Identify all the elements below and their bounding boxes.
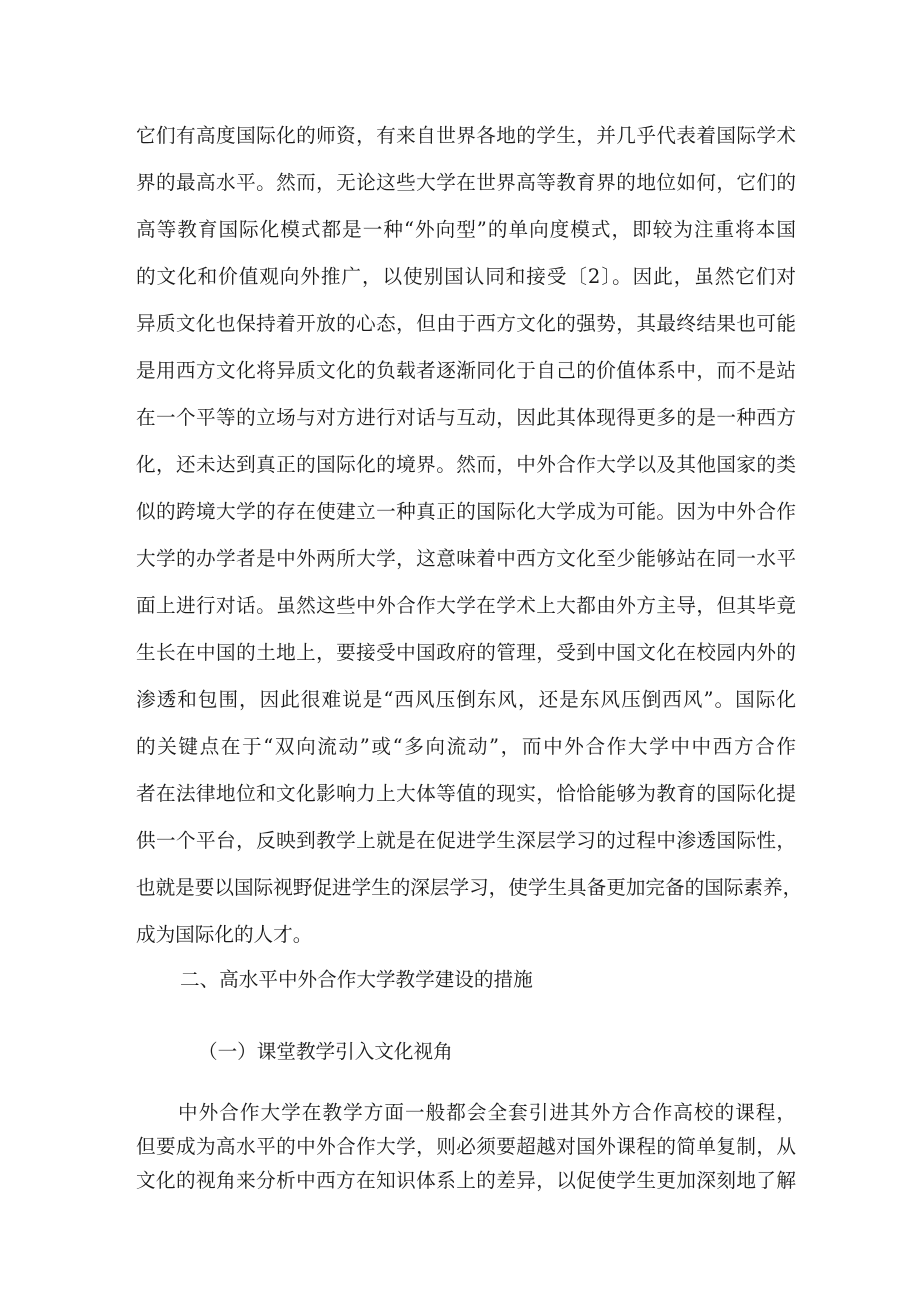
section-heading: 二、高水平中外合作大学教学建设的措施 — [180, 968, 533, 991]
text-line: 界的最高水平。然而，无论这些大学在世界高等教育界的地位如何，它们的 — [136, 171, 796, 194]
text-line: 大学的办学者是中外两所大学，这意味着中西方文化至少能够站在同一水平 — [136, 547, 796, 570]
text-line: 供一个平台，反映到教学上就是在促进学生深层学习的过程中渗透国际性， — [136, 829, 796, 852]
text-line: 是用西方文化将异质文化的负载者逐渐同化于自己的价值体系中，而不是站 — [136, 359, 796, 382]
text-line: 文化的视角来分析中西方在知识体系上的差异，以促使学生更加深刻地了解 — [136, 1169, 796, 1192]
body-paragraph-2 — [136, 1096, 796, 1198]
text-line: 成为国际化的人才。 — [136, 923, 313, 946]
text-line: 中外合作大学在教学方面一般都会全套引进其外方合作高校的课程， — [178, 1101, 796, 1124]
text-line: 似的跨境大学的存在使建立一种真正的国际化大学成为可能。因为中外合作 — [136, 500, 796, 523]
text-line: 渗透和包围，因此很难说是“西风压倒东风，还是东风压倒西风”。国际化 — [136, 688, 796, 711]
text-line: 者在法律地位和文化影响力上大体等值的现实，恰恰能够为教育的国际化提 — [136, 782, 796, 805]
text-line: 高等教育国际化模式都是一种“外向型”的单向度模式，即较为注重将本国 — [136, 218, 796, 241]
text-line: 也就是要以国际视野促进学生的深层学习，使学生具备更加完备的国际素养， — [136, 876, 803, 899]
text-line: 在一个平等的立场与对方进行对话与互动，因此其体现得更多的是一种西方 — [136, 406, 796, 429]
body-paragraph-1 — [136, 112, 803, 958]
text-line: 面上进行对话。虽然这些中外合作大学在学术上大都由外方主导，但其毕竟 — [136, 594, 796, 617]
text-line: 生长在中国的土地上，要接受中国政府的管理，受到中国文化在校园内外的 — [136, 641, 796, 664]
text-line: 它们有高度国际化的师资，有来自世界各地的学生，并几乎代表着国际学术 — [136, 124, 796, 147]
text-line: 但要成为高水平的中外合作大学，则必须要超越对国外课程的简单复制，从 — [136, 1135, 796, 1158]
text-line: 的关键点在于“双向流动”或“多向流动”，而中外合作大学中中西方合作 — [136, 735, 796, 758]
text-line: 的文化和价值观向外推广，以使别国认同和接受〔2〕。因此，虽然它们对 — [136, 265, 796, 288]
text-line: 异质文化也保持着开放的心态，但由于西方文化的强势，其最终结果也可能 — [136, 312, 796, 335]
subsection-heading: （一）课堂教学引入文化视角 — [198, 1040, 453, 1063]
text-line: 化，还未达到真正的国际化的境界。然而，中外合作大学以及其他国家的类 — [136, 453, 796, 476]
